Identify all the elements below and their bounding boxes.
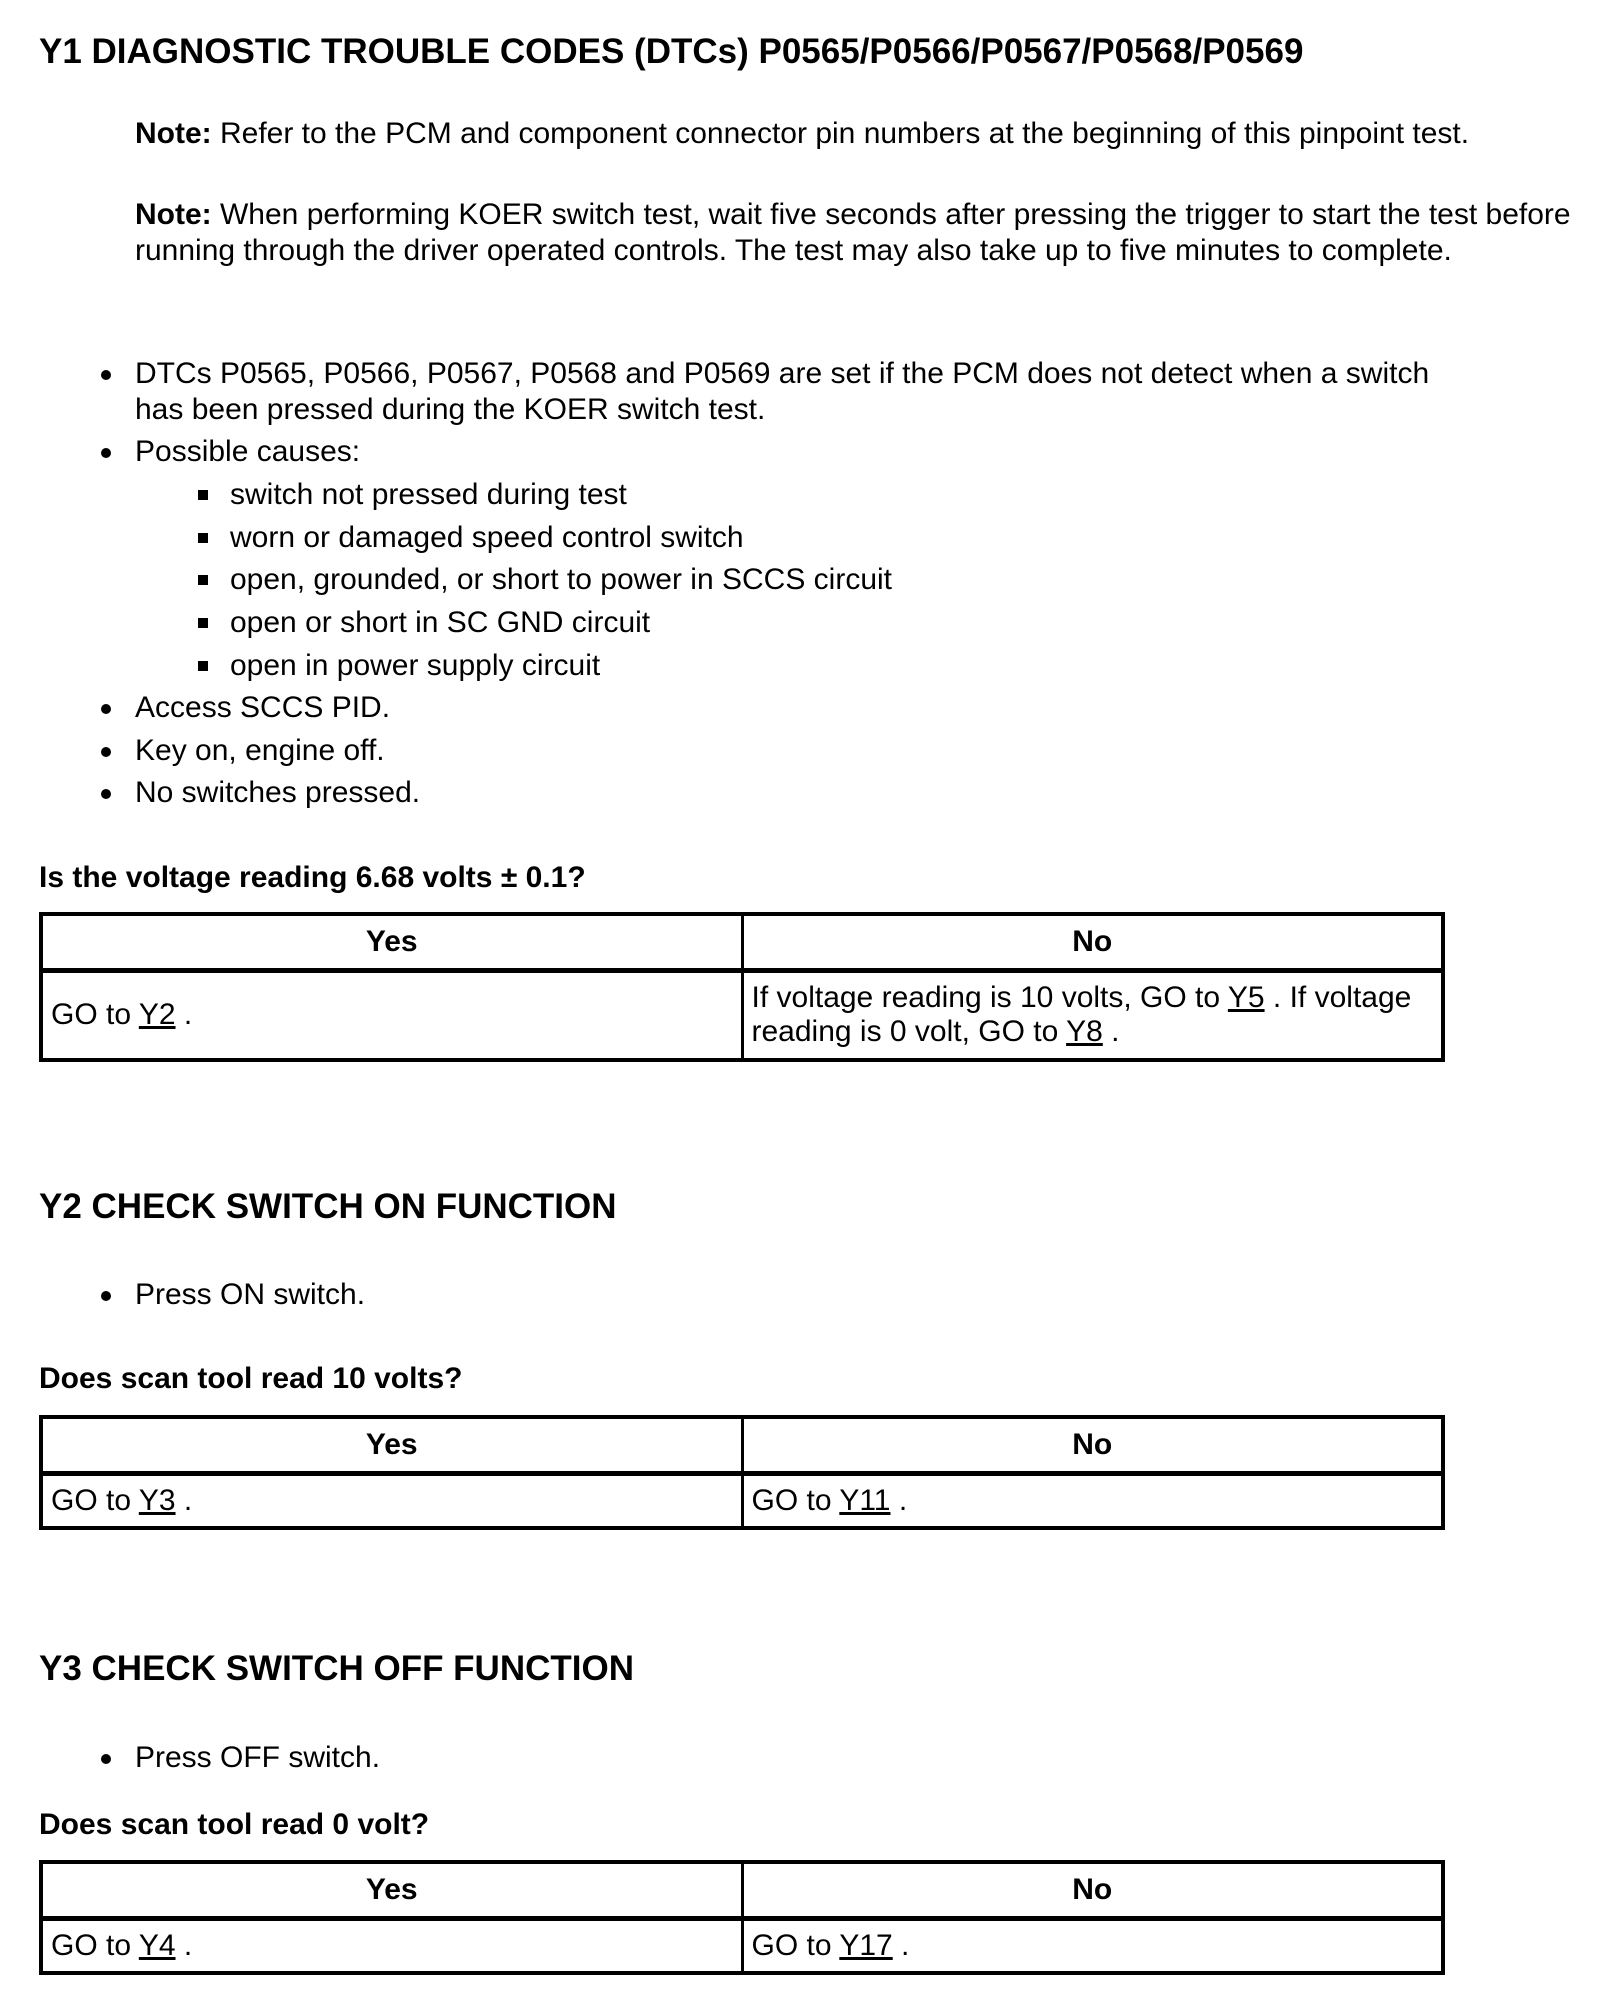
no-cell xyxy=(742,1918,1443,1973)
y2-answer-table xyxy=(39,1415,1445,1530)
note-koer-test xyxy=(135,197,1575,269)
no-header: No xyxy=(742,1862,1443,1918)
yes-header: Yes xyxy=(41,1862,742,1918)
text: GO to xyxy=(51,998,139,1032)
note-label: Note: xyxy=(135,117,212,150)
yes-cell xyxy=(41,1918,742,1973)
link-y8[interactable]: Y8 xyxy=(1066,1015,1103,1049)
bullet-step: Key on, engine off. xyxy=(135,734,385,767)
text: . xyxy=(892,1928,910,1962)
y2-question: Does scan tool read 10 volts? xyxy=(39,1362,463,1395)
link-y11[interactable]: Y11 xyxy=(839,1483,891,1517)
text: . xyxy=(1102,1015,1120,1049)
y1-heading: Y1 DIAGNOSTIC TROUBLE CODES (DTCs) P0565/P0566/P0567/P0568/P0569 xyxy=(39,32,1304,71)
bullet-step: Press OFF switch. xyxy=(135,1741,381,1774)
text: GO to xyxy=(51,1928,139,1962)
link-y2[interactable]: Y2 xyxy=(138,998,176,1032)
text: . xyxy=(175,1483,193,1517)
note-text: When performing KOER switch test, wait five seconds after pressing the trigger to start the test before running through the driver operated controls. The test may also take up to five minutes to complete. xyxy=(135,198,1571,267)
link-y4[interactable]: Y4 xyxy=(138,1928,176,1962)
cause-item: worn or damaged speed control switch xyxy=(230,521,744,554)
y1-question: Is the voltage reading 6.68 volts ± 0.1? xyxy=(39,861,586,894)
note-text: Refer to the PCM and component connector pin numbers at the beginning of this pinpoint test. xyxy=(211,117,1470,150)
bullet-possible-causes: Possible causes: xyxy=(135,435,361,468)
yes-header: Yes xyxy=(41,914,742,970)
no-cell xyxy=(742,970,1443,1060)
cause-item: open in power supply circuit xyxy=(230,649,601,682)
bullet-dtc-description xyxy=(135,356,1429,428)
bullet-step: Press ON switch. xyxy=(135,1278,366,1311)
cause-item: open or short in SC GND circuit xyxy=(230,606,651,639)
link-y17[interactable]: Y17 xyxy=(839,1928,893,1962)
no-header: No xyxy=(742,1417,1443,1473)
text: . xyxy=(175,998,193,1032)
bullet-step: Access SCCS PID. xyxy=(135,691,391,724)
text: GO to xyxy=(751,1928,840,1962)
yes-header: Yes xyxy=(41,1417,742,1473)
text: has been pressed during the KOER switch test. xyxy=(135,393,766,426)
text: GO to xyxy=(51,1483,139,1517)
text: GO to xyxy=(751,1483,840,1517)
cause-item: switch not pressed during test xyxy=(230,478,627,511)
text: DTCs P0565, P0566, P0567, P0568 and P0569 are set if the PCM does not detect when a switch xyxy=(135,357,1430,390)
text: . xyxy=(175,1928,193,1962)
text: If voltage reading is 10 volts, GO to xyxy=(751,981,1228,1015)
y2-heading: Y2 CHECK SWITCH ON FUNCTION xyxy=(39,1187,617,1226)
yes-cell xyxy=(41,970,742,1060)
yes-cell xyxy=(41,1473,742,1528)
y3-answer-table xyxy=(39,1860,1445,1975)
note-label: Note: xyxy=(135,198,212,231)
no-header: No xyxy=(742,914,1443,970)
y3-heading: Y3 CHECK SWITCH OFF FUNCTION xyxy=(39,1649,634,1688)
text: . xyxy=(890,1483,908,1517)
cause-item: open, grounded, or short to power in SCCS circuit xyxy=(230,563,893,596)
no-cell xyxy=(742,1473,1443,1528)
link-y5[interactable]: Y5 xyxy=(1227,981,1265,1015)
bullet-step: No switches pressed. xyxy=(135,776,421,809)
y1-answer-table xyxy=(39,912,1445,1062)
y3-question: Does scan tool read 0 volt? xyxy=(39,1808,430,1841)
link-y3[interactable]: Y3 xyxy=(138,1483,176,1517)
note-pin-numbers xyxy=(135,116,1575,152)
text: . If voltage reading is 0 volt, GO to xyxy=(751,981,1412,1049)
